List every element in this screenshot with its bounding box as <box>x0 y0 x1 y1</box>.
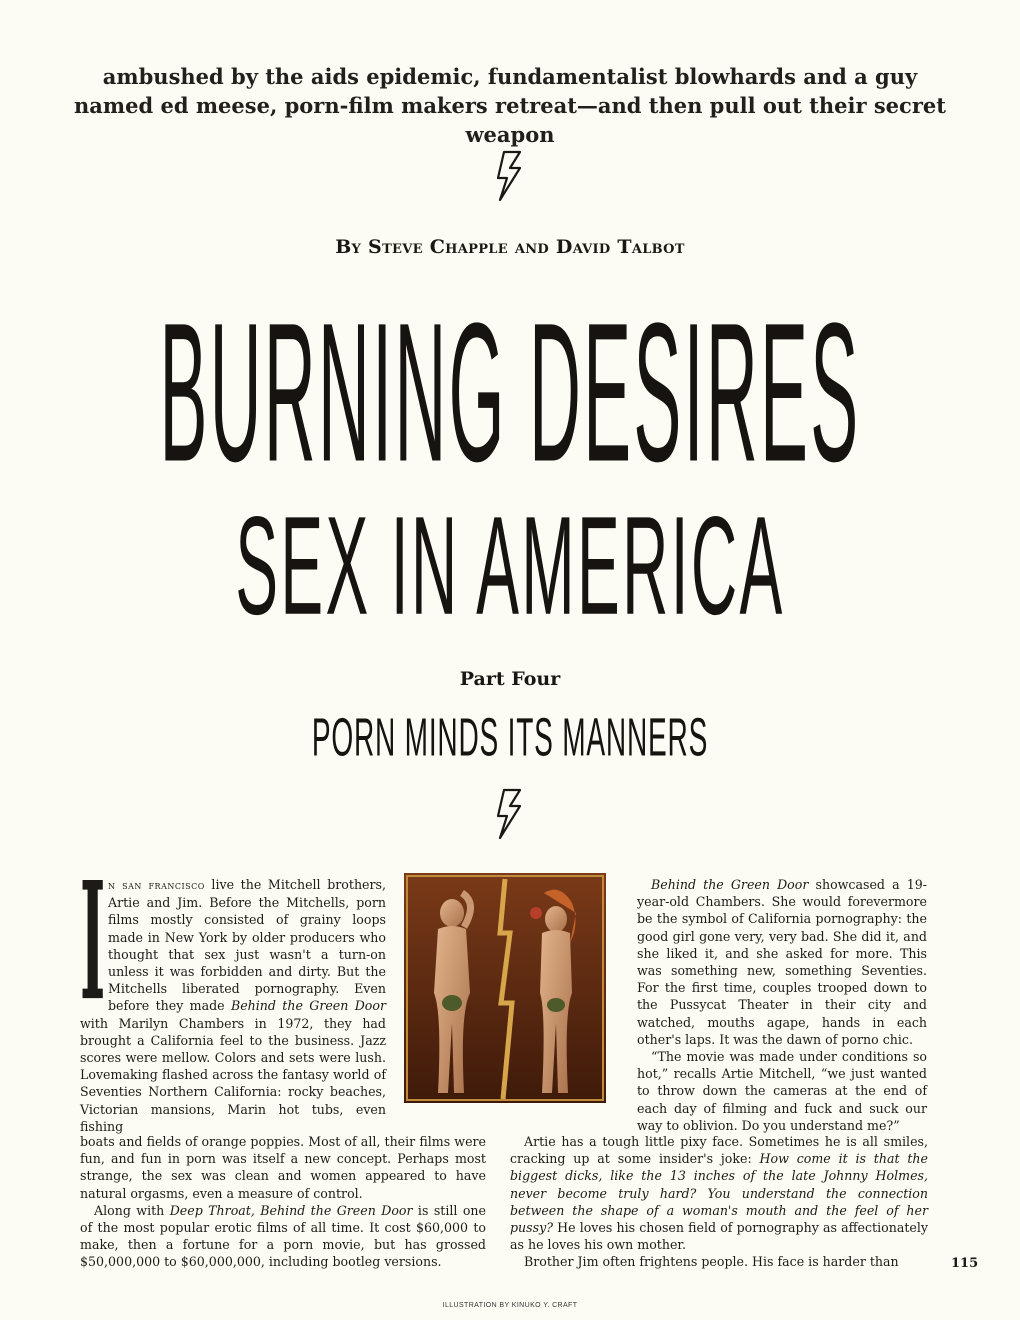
film-title: Behind the Green Door <box>651 877 809 892</box>
paragraph: “The movie was made under conditions so hot,” recalls Artie Mitchell, “we just wanted to throw down the cameras at the end of each day of filming and fuck and suck our way to oblivion. Do you understand me?” <box>637 1049 927 1133</box>
page-number: 115 <box>951 1256 979 1271</box>
lightning-bolt-icon <box>490 150 530 202</box>
article-column-1 <box>80 846 386 1135</box>
subhead: PORN MINDS ITS MANNERS <box>311 706 709 768</box>
part-label: Part Four <box>459 668 561 690</box>
deck-text: ambushed by the aids epidemic, fundamentalist blowhards and a guy named ed meese, porn-film makers retreat—and then pull out their secret weapon <box>74 64 946 147</box>
article-column-2 <box>637 876 927 1134</box>
headline-line-1: BURNING DESIRES <box>159 284 861 504</box>
illustration-adam-eve <box>404 873 606 1103</box>
illustration-credit: ILLUSTRATION BY KINUKO Y. CRAFT <box>442 1302 578 1309</box>
paragraph-text: with Marilyn Chambers in 1972, they had brought a California feel to the business. Jazz scores were mellow. Colors and sets were lush. Lovemaking flashed across the fantasy world of Seventies Northern California: rocky beaches, Victorian mansions, Marin hot tubs, even fishing <box>80 1015 386 1134</box>
paragraph: Behind the Green Door showcased a 19-year-old Chambers. She would forevermore be the symbol of California pornography: the good girl gone very, very bad. She did it, and she liked it, and she asked for more. This was something new, something Seventies. For the first time, couples trooped down to the Pussycat Theater in their city and watched, mouths agape, hands in each other's laps. It was the dawn of porno chic. <box>637 877 927 1047</box>
lightning-bolt-icon <box>490 788 530 840</box>
headline-line-2: SEX IN AMERICA <box>235 487 785 644</box>
byline: By Steve Chapple and David Talbot <box>335 236 685 258</box>
article-column-1-continued <box>80 1133 486 1271</box>
film-title: Deep Throat, Behind the Green Door <box>169 1202 413 1218</box>
paragraph-text: live the Mitchell brothers, Artie and Jim. Before the Mitchells, porn films mostly consisted of grainy loops made in New York by older producers who thought that sex just wasn't a turn-on unless it was forbidden and dirty. But the Mitchells liberated pornography. Even before they made <box>108 877 386 1014</box>
paragraph: Brother Jim often frightens people. His face is harder than <box>524 1254 899 1270</box>
lead-in: n san francisco <box>108 879 205 892</box>
article-column-2-continued <box>510 1133 928 1271</box>
paragraph: Artie has a tough little pixy face. Sometimes he is all smiles, cracking up at some insider's joke: How come it is that the biggest dicks, like the 13 inches of the late Johnny Holmes, never become truly hard? You understand the connection between the shape of a woman's mouth and the feel of her pussy? He loves his chosen field of pornography as affectionately as he loves his own mother. <box>510 1134 928 1253</box>
quote-italic: How come it is that the biggest dicks, like the 13 inches of the late Johnny Holmes, never become truly hard? You understand the connection between the shape of a woman's mouth and the feel of her pussy? <box>510 1151 928 1236</box>
paragraph: boats and fields of orange poppies. Most of all, their films were fun, and fun in porn was itself a new concept. Perhaps most strange, the sex was clean and women appeared to have natural orgasms, even a measure of control. <box>80 1134 486 1201</box>
drop-cap: I <box>80 846 106 1038</box>
film-title: Behind the Green Door <box>230 998 386 1014</box>
paragraph: Along with Deep Throat, Behind the Green Door is still one of the most popular erotic films of all time. It cost $60,000 to make, then a fortune for a porn movie, but has grossed $50,000,000 to $60,000,000, including bootleg versions. <box>80 1202 486 1270</box>
